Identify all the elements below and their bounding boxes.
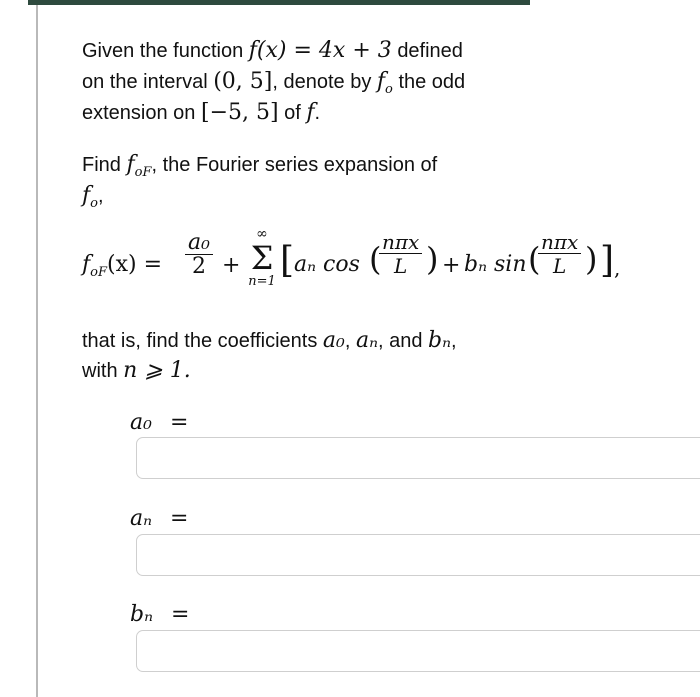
coefficients-line-2: with n ⩾ 1. — [82, 358, 191, 383]
find-line-1: Find $f_{oF}$, the Fourier series expansion of — [82, 152, 438, 180]
a0-over-2-fraction: $\frac{\text{a₀}}{2}$ — [185, 232, 213, 279]
problem-line-1: Given the function f(x) = 4x + 3 defined — [82, 38, 463, 63]
left-border — [36, 5, 38, 697]
cos-argument-fraction: nπx L — [379, 231, 422, 278]
an-answer-input[interactable] — [136, 534, 700, 576]
find-line-2: $f_o$, — [82, 183, 104, 211]
bn-label: bₙ = — [130, 602, 190, 627]
top-accent-bar — [28, 0, 530, 5]
sin-argument-fraction: nπx L — [538, 231, 581, 278]
formula-lhs: $f_{oF}(x)$ = — [82, 252, 163, 280]
summation-sign: ∞ Σ n=1 — [248, 226, 276, 289]
problem-line-2: on the interval (0, 5], denote by $f_o$ the odd — [82, 69, 466, 97]
fourier-series-formula: $f_{oF}(x)$ = $\frac{\text{a₀}}{2}$ + ∞ Σ n=1 [ aₙ cos ( nπx L ) + bₙ sin ( nπx L ) ] , — [82, 226, 621, 289]
a0-label: a₀ = — [130, 410, 189, 435]
an-label: aₙ = — [130, 506, 189, 531]
problem-line-3: extension on [−5, 5] of f. — [82, 100, 321, 125]
bn-answer-input[interactable] — [136, 630, 700, 672]
function-definition: f(x) = 4x + 3 — [248, 38, 392, 63]
coefficients-line-1: that is, find the coefficients a₀, aₙ, and bₙ, — [82, 328, 457, 353]
a0-answer-input[interactable] — [136, 437, 700, 479]
